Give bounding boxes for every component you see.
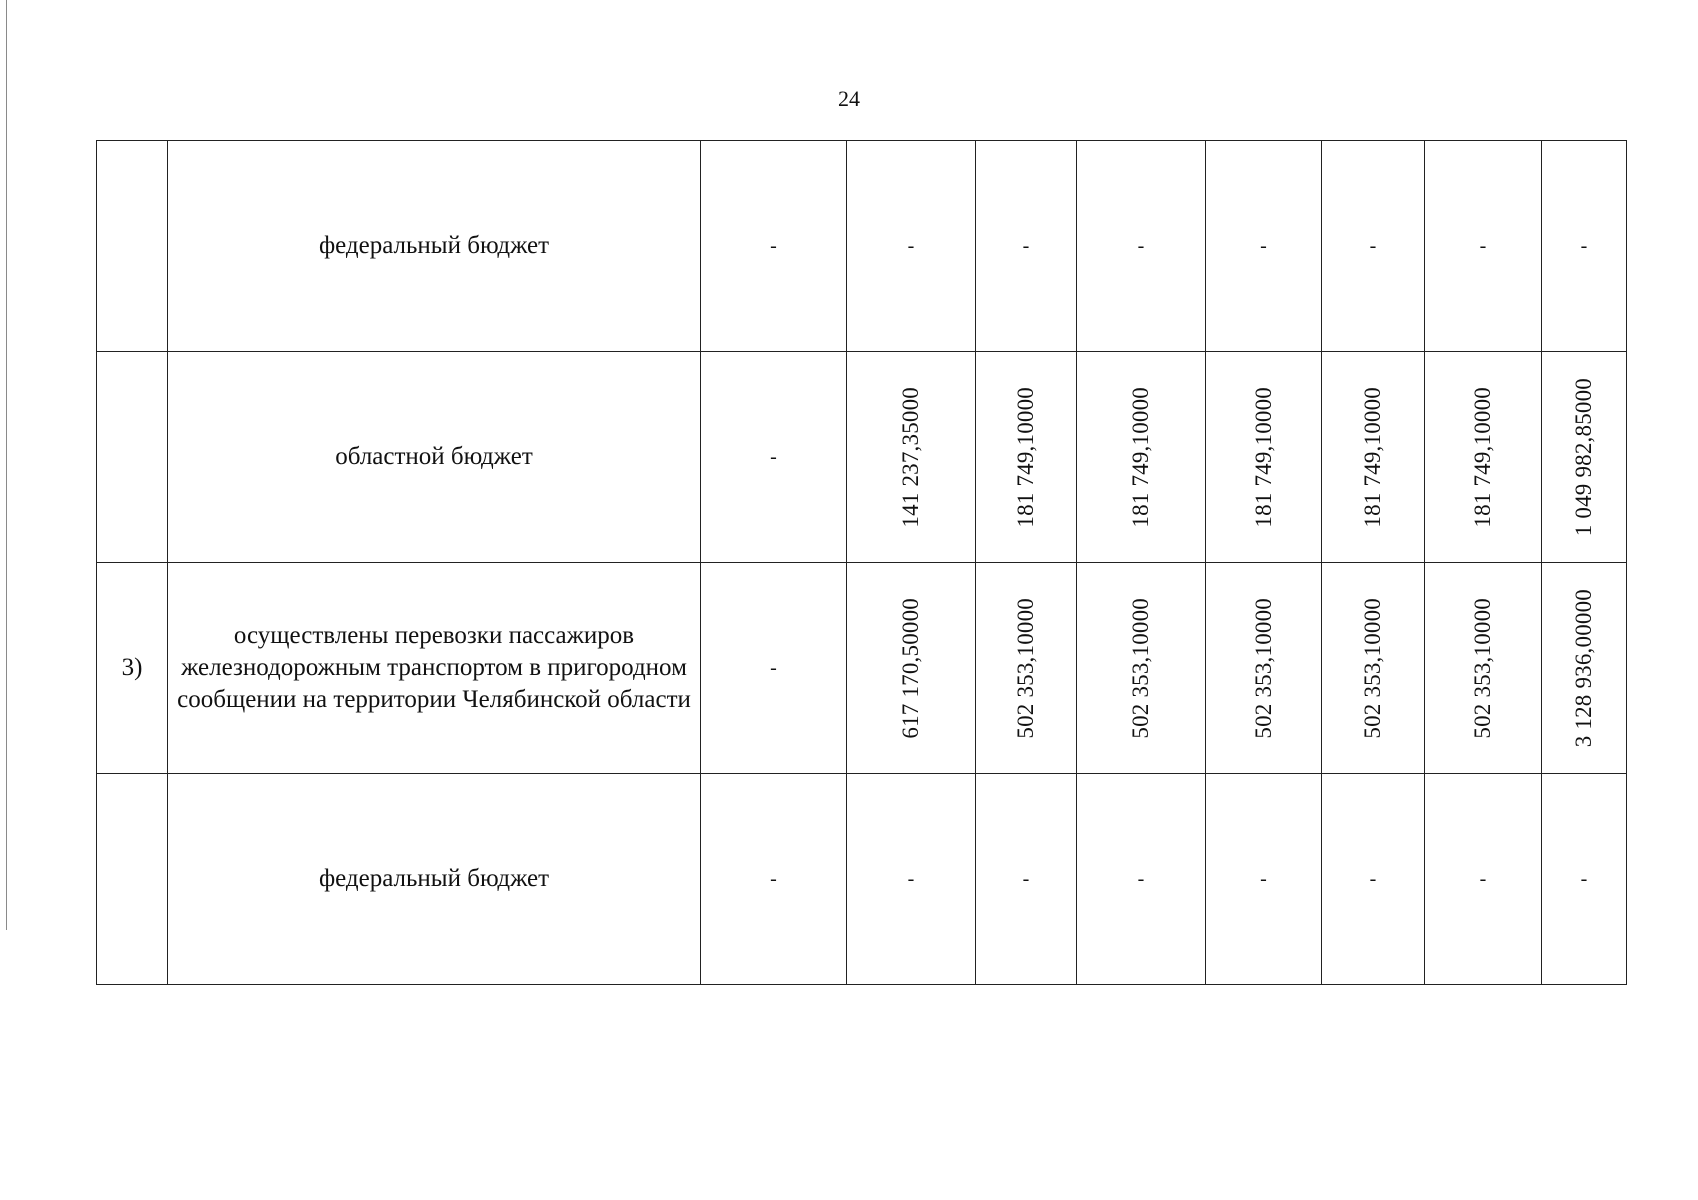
value-cell bbox=[1542, 563, 1627, 774]
value-cell bbox=[1077, 352, 1206, 563]
value-text: 141 237,35000 bbox=[898, 386, 923, 528]
value-text: 181 749,10000 bbox=[1128, 386, 1153, 528]
scan-edge-line bbox=[6, 0, 7, 930]
value-cell: - bbox=[701, 563, 847, 774]
value-text: 181 749,10000 bbox=[1250, 386, 1276, 528]
value-text: 502 353,10000 bbox=[1360, 597, 1385, 739]
row-name: федеральный бюджет bbox=[168, 141, 701, 352]
value-cell: - bbox=[1542, 141, 1627, 352]
value-cell: - bbox=[1206, 774, 1322, 985]
value-cell: - bbox=[847, 141, 976, 352]
table-row bbox=[97, 563, 1627, 774]
row-number bbox=[97, 352, 168, 563]
row-name: осуществлены перевозки пассажиров железнодорожным транспортом в пригородном сообщении на территории Челябинской области bbox=[168, 563, 701, 774]
value-text: 1 049 982,85000 bbox=[1571, 377, 1596, 537]
value-cell bbox=[1322, 352, 1425, 563]
value-cell: - bbox=[1077, 774, 1206, 985]
value-cell: - bbox=[1542, 774, 1627, 985]
budget-table bbox=[96, 140, 1627, 985]
row-name: федеральный бюджет bbox=[168, 774, 701, 985]
value-text: 502 353,10000 bbox=[1250, 597, 1276, 739]
value-cell bbox=[1206, 352, 1322, 563]
value-text: 3 128 936,00000 bbox=[1571, 588, 1596, 748]
row-number: 3) bbox=[97, 563, 168, 774]
row-name: областной бюджет bbox=[168, 352, 701, 563]
value-cell bbox=[1206, 563, 1322, 774]
value-cell bbox=[1425, 563, 1542, 774]
value-text: 502 353,10000 bbox=[1470, 597, 1495, 739]
value-cell bbox=[1542, 352, 1627, 563]
value-text: 181 749,10000 bbox=[1470, 386, 1495, 528]
value-cell: - bbox=[976, 774, 1077, 985]
value-cell: - bbox=[847, 774, 976, 985]
value-cell: - bbox=[1322, 774, 1425, 985]
value-cell bbox=[1322, 563, 1425, 774]
row-number bbox=[97, 141, 168, 352]
value-cell: - bbox=[1077, 141, 1206, 352]
value-cell bbox=[847, 352, 976, 563]
table-row bbox=[97, 141, 1627, 352]
value-cell: - bbox=[701, 774, 847, 985]
value-cell: - bbox=[701, 352, 847, 563]
value-cell: - bbox=[1322, 141, 1425, 352]
table-row bbox=[97, 774, 1627, 985]
value-cell: - bbox=[701, 141, 847, 352]
value-text: 502 353,10000 bbox=[1128, 597, 1153, 739]
value-cell bbox=[847, 563, 976, 774]
value-cell bbox=[976, 563, 1077, 774]
value-cell: - bbox=[976, 141, 1077, 352]
value-text: 181 749,10000 bbox=[1360, 386, 1385, 528]
value-cell: - bbox=[1425, 774, 1542, 985]
value-text: 181 749,10000 bbox=[1013, 386, 1038, 528]
value-cell bbox=[1425, 352, 1542, 563]
page-number: 24 bbox=[838, 86, 860, 111]
value-cell: - bbox=[1425, 141, 1542, 352]
value-cell bbox=[976, 352, 1077, 563]
value-text: 502 353,10000 bbox=[1013, 597, 1038, 739]
table-row bbox=[97, 352, 1627, 563]
row-number bbox=[97, 774, 168, 985]
value-text: 617 170,50000 bbox=[898, 597, 923, 739]
value-cell bbox=[1077, 563, 1206, 774]
value-cell: - bbox=[1206, 141, 1322, 352]
